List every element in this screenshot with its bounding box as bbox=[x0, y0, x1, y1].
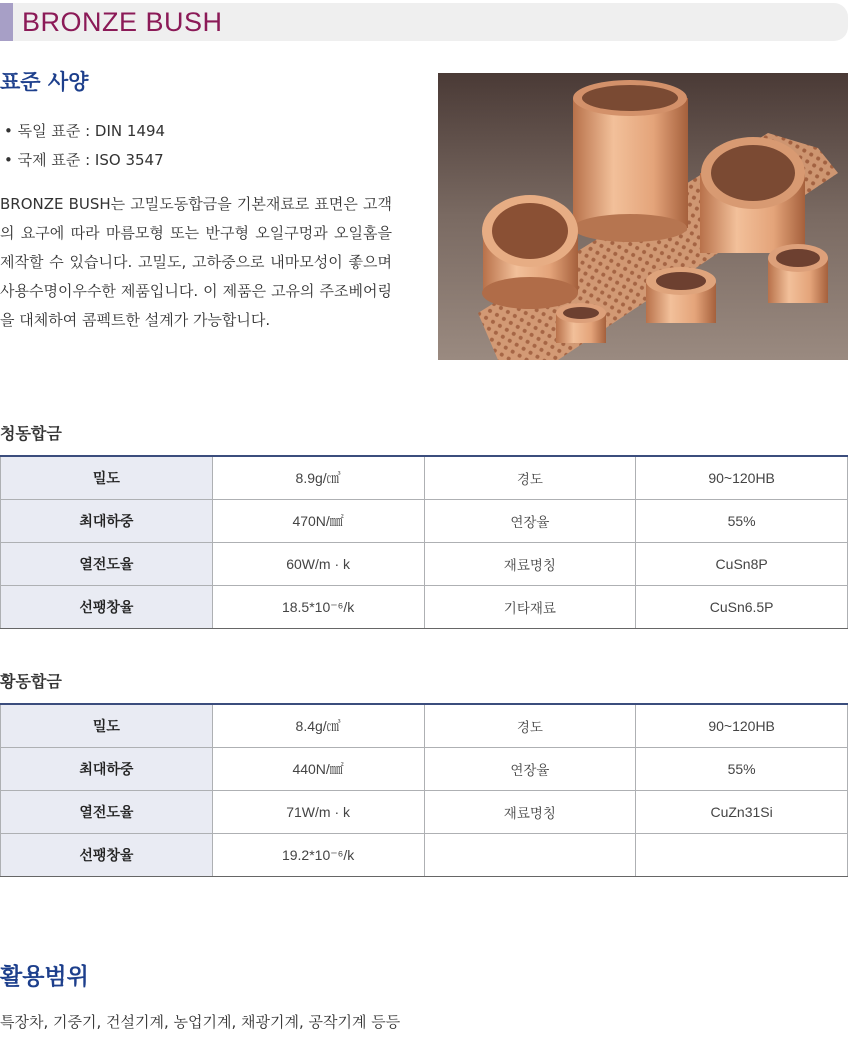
table-cell: 선팽창율 bbox=[1, 834, 213, 877]
table-cell: 440N/㎟ bbox=[212, 748, 424, 791]
table-row bbox=[1, 834, 848, 877]
table-cell: 8.9g/㎤ bbox=[212, 456, 424, 500]
table-cell: 최대하중 bbox=[1, 748, 213, 791]
standard-heading: 표준 사양 bbox=[0, 70, 89, 94]
brass-alloy-table bbox=[0, 703, 848, 877]
title-bar bbox=[0, 3, 848, 41]
table-cell: 선팽창율 bbox=[1, 586, 213, 629]
table-cell: 경도 bbox=[424, 704, 636, 748]
table-cell: 55% bbox=[636, 748, 848, 791]
bronze-bush-product-photo bbox=[438, 73, 848, 360]
usage-text: 특장차, 기중기, 건설기계, 농업기계, 채광기계, 공작기계 등등 bbox=[0, 1013, 401, 1031]
page-title: BRONZE BUSH bbox=[22, 7, 223, 37]
table-cell: 470N/㎟ bbox=[212, 500, 424, 543]
table-cell: CuZn31Si bbox=[636, 791, 848, 834]
table-cell: CuSn8P bbox=[636, 543, 848, 586]
table-cell: CuSn6.5P bbox=[636, 586, 848, 629]
table-cell bbox=[636, 834, 848, 877]
table-cell: 연장율 bbox=[424, 748, 636, 791]
table-cell: 90~120HB bbox=[636, 704, 848, 748]
table-cell: 71W/m · k bbox=[212, 791, 424, 834]
table-cell: 18.5*10⁻⁶/k bbox=[212, 586, 424, 629]
table-cell: 최대하중 bbox=[1, 500, 213, 543]
table-row bbox=[1, 748, 848, 791]
standard-item-din: • 독일 표준 : DIN 1494 bbox=[4, 122, 166, 140]
table-cell: 밀도 bbox=[1, 456, 213, 500]
table-cell: 90~120HB bbox=[636, 456, 848, 500]
bronze-alloy-label: 청동합금 bbox=[0, 424, 62, 443]
table-cell: 8.4g/㎤ bbox=[212, 704, 424, 748]
table-cell: 연장율 bbox=[424, 500, 636, 543]
table-cell: 경도 bbox=[424, 456, 636, 500]
table-row bbox=[1, 456, 848, 500]
table-cell: 55% bbox=[636, 500, 848, 543]
table-cell bbox=[424, 834, 636, 877]
table-cell: 19.2*10⁻⁶/k bbox=[212, 834, 424, 877]
standard-list bbox=[4, 117, 165, 175]
table-row bbox=[1, 500, 848, 543]
bronze-alloy-table bbox=[0, 455, 848, 629]
table-row bbox=[1, 543, 848, 586]
usage-heading: 활용범위 bbox=[0, 964, 89, 990]
table-row bbox=[1, 791, 848, 834]
table-cell: 재료명칭 bbox=[424, 791, 636, 834]
title-accent-bar bbox=[0, 3, 13, 41]
standard-item-iso: • 국제 표준 : ISO 3547 bbox=[4, 151, 164, 169]
table-cell: 기타재료 bbox=[424, 586, 636, 629]
table-row bbox=[1, 586, 848, 629]
brass-alloy-label: 황동합금 bbox=[0, 672, 62, 691]
product-description: BRONZE BUSH는 고밀도동합금을 기본재료로 표면은 고객의 요구에 따라 마름모형 또는 반구형 오일구멍과 오일홈을 제작할 수 있습니다. 고밀도, 고하중으로 내마모성이 좋으며 사용수명이우수한 제품입니다. 이 제품은 고유의 주조베어링을 대체하여 콤펙트한 설계가 가능합니다. bbox=[0, 195, 392, 329]
table-cell: 열전도율 bbox=[1, 543, 213, 586]
table-row bbox=[1, 704, 848, 748]
table-cell: 열전도율 bbox=[1, 791, 213, 834]
table-cell: 60W/m · k bbox=[212, 543, 424, 586]
table-cell: 재료명칭 bbox=[424, 543, 636, 586]
table-cell: 밀도 bbox=[1, 704, 213, 748]
